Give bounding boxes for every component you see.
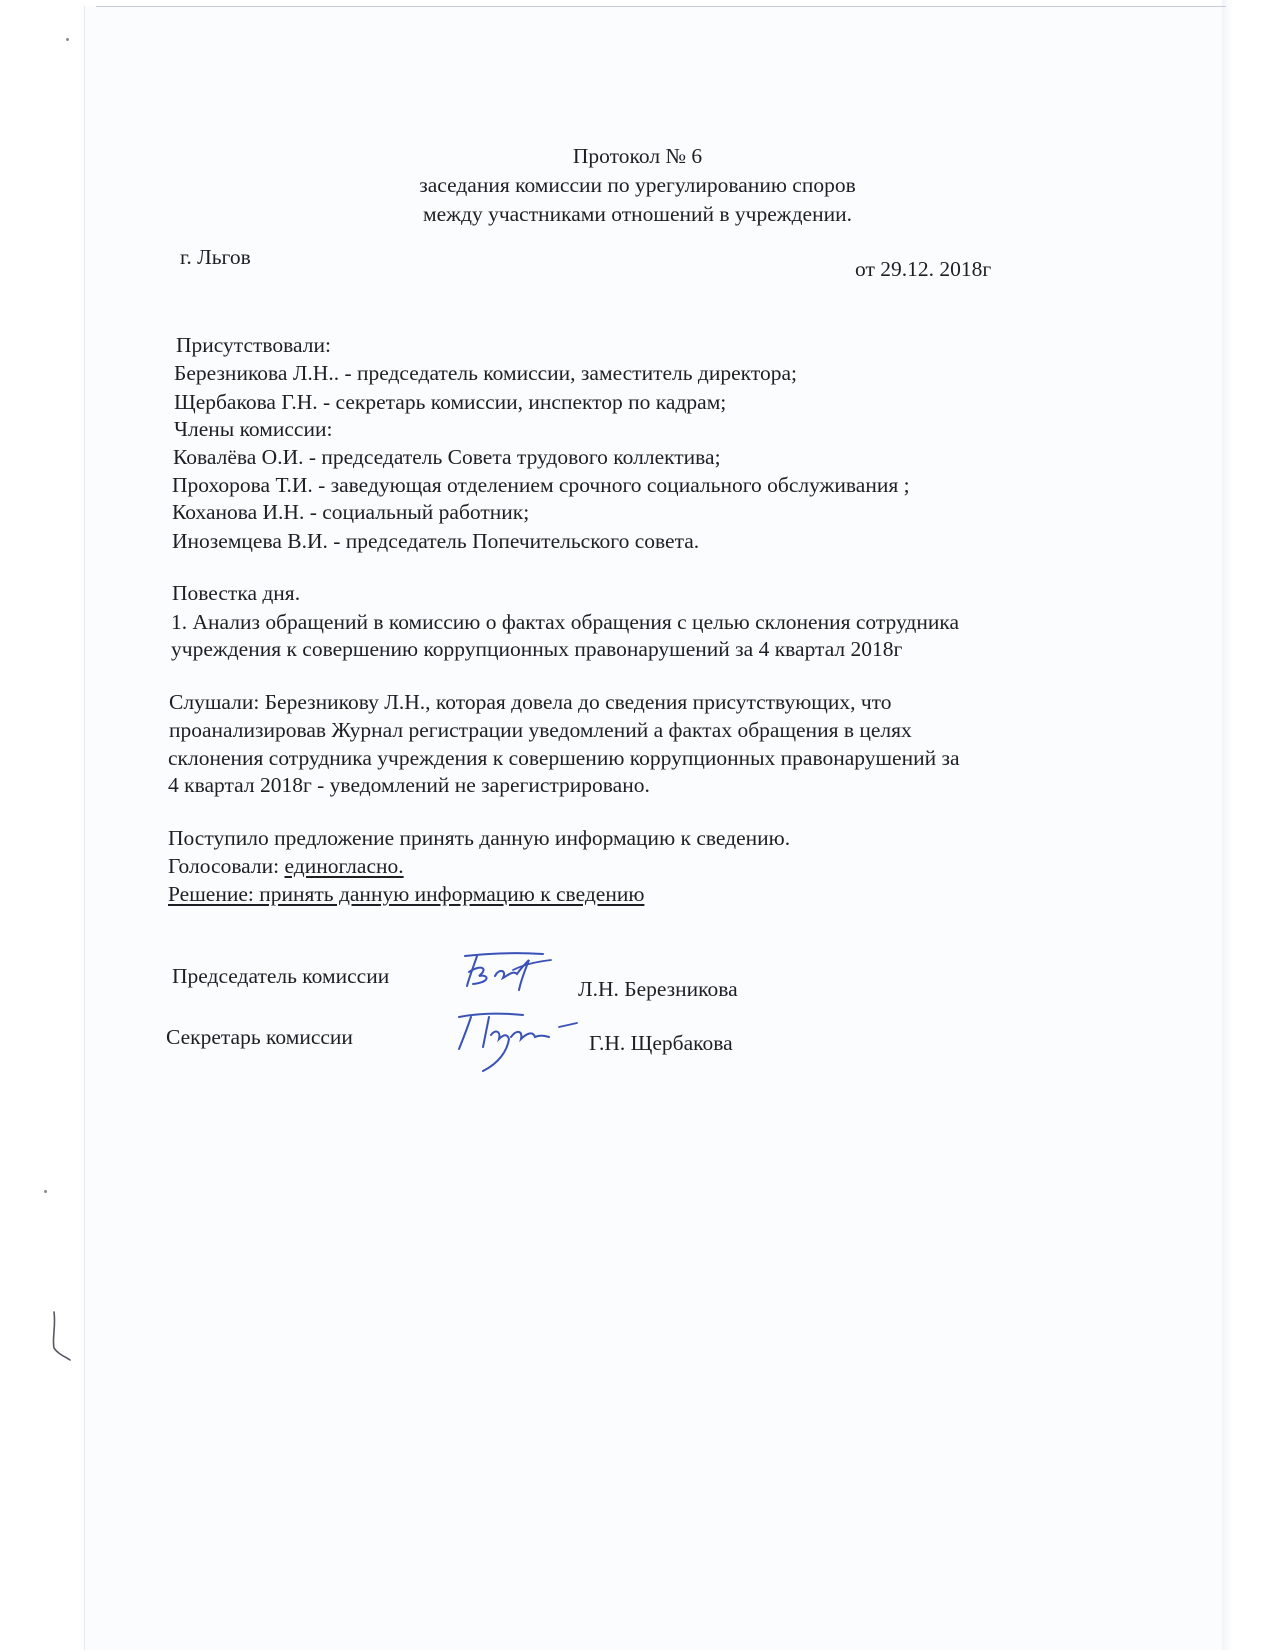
vote-label: Голосовали:	[168, 854, 285, 878]
members-heading: Члены комиссии:	[174, 417, 333, 441]
scan-speck	[66, 38, 69, 41]
secretary-signature-icon	[443, 1005, 583, 1075]
document-subtitle-line-2: между участниками отношений в учреждении.	[423, 202, 852, 226]
member-item: Иноземцева В.И. - председатель Попечительского совета.	[172, 529, 700, 553]
attendees-heading: Присутствовали:	[176, 333, 331, 357]
paper-right-edge	[1222, 0, 1232, 1650]
attendee-chair: Березникова Л.Н.. - председатель комиссии, заместитель директора;	[174, 361, 797, 385]
heard-line-2: проанализировав Журнал регистрации уведомлений а фактах обращения в целях	[169, 718, 912, 742]
chair-name: Л.Н. Березникова	[578, 977, 738, 1001]
member-item: Коханова И.Н. - социальный работник;	[172, 500, 530, 524]
vote-value: единогласно.	[284, 854, 404, 878]
proposal-text: Поступило предложение принять данную информацию к сведению.	[168, 826, 791, 850]
secretary-role-label: Секретарь комиссии	[166, 1025, 353, 1049]
agenda-item-line-1: 1. Анализ обращений в комиссию о фактах обращения с целью склонения сотрудника	[171, 610, 960, 634]
scan-speck	[44, 1190, 47, 1193]
city-label: г. Льгов	[180, 245, 251, 269]
document-subtitle-line-1: заседания комиссии по урегулированию споров	[419, 173, 856, 197]
chair-role-label: Председатель комиссии	[172, 964, 390, 988]
agenda-item-line-2: учреждения к совершению коррупционных правонарушений за 4 квартал 2018г	[171, 637, 903, 661]
document-title: Протокол № 6	[572, 144, 703, 168]
document-date: от 29.12. 2018г	[855, 257, 992, 281]
vote-line	[168, 853, 404, 879]
attendee-secretary: Щербакова Г.Н. - секретарь комиссии, инспектор по кадрам;	[174, 390, 727, 414]
paper-top-edge	[96, 6, 1226, 7]
member-item: Прохорова Т.И. - заведующая отделением срочного социального обслуживания ;	[172, 473, 910, 497]
heard-line-4: 4 квартал 2018г - уведомлений не зарегистрировано.	[168, 773, 650, 797]
member-item: Ковалёва О.И. - председатель Совета трудового коллектива;	[173, 445, 721, 469]
scan-mark-icon	[40, 1308, 80, 1368]
decision-text: Решение: принять данную информацию к сведению	[168, 882, 645, 906]
chair-signature-icon	[455, 946, 565, 994]
secretary-name: Г.Н. Щербакова	[589, 1031, 733, 1055]
agenda-heading: Повестка дня.	[172, 581, 301, 605]
heard-line-1: Слушали: Березникову Л.Н., которая довела до сведения присутствующих, что	[169, 690, 892, 714]
heard-line-3: склонения сотрудника учреждения к совершению коррупционных правонарушений за	[168, 746, 960, 770]
